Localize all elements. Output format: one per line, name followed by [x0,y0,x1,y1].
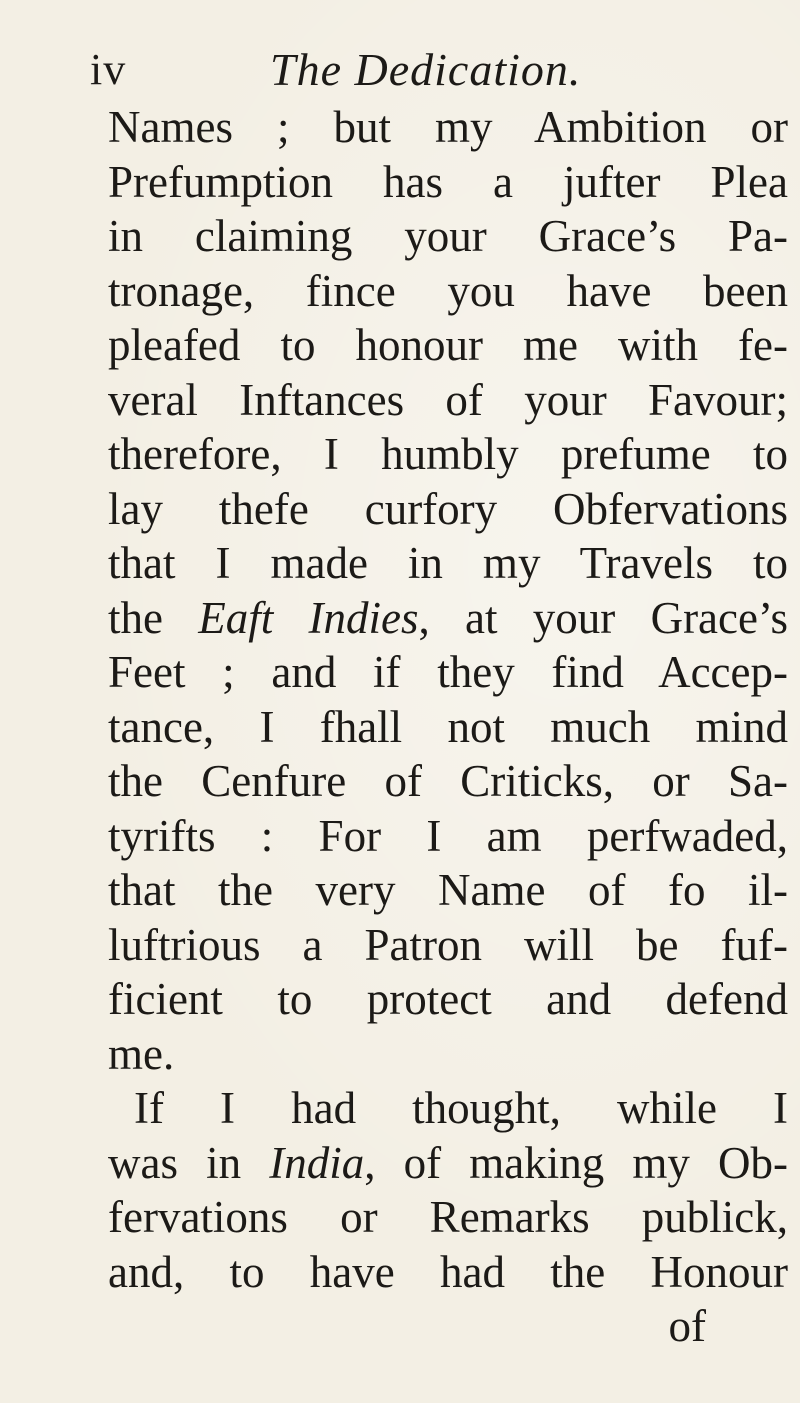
page-number: iv [90,45,127,94]
text-line [108,1245,788,1300]
text-line [108,591,788,646]
text-segment: fervations or Remarks publick, [108,1192,788,1242]
text-segment: therefore, I humbly prefume to [108,429,788,479]
text-segment: tronage, fince you have been [108,265,788,316]
text-line [108,373,788,428]
text-segment: lay thefe curfory Obfervations [108,483,788,534]
text-line [108,918,788,973]
text-segment: luftrious a Patron will be fuf- [108,919,788,970]
text-line [108,264,788,319]
text-segment: in claiming your Grace’s Pa- [108,211,788,261]
text-line [108,700,788,755]
text-segment: and, to have had the Honour [108,1246,788,1297]
text-segment: , at your Grace’s [418,592,788,643]
text-line [108,1081,788,1136]
text-segment: Names ; but my Ambition or [108,102,788,152]
italic-text: India [269,1137,365,1188]
text-segment: Feet ; and if they find Accep- [108,647,788,697]
text-segment: tance, I fhall not much mind [108,701,788,752]
text-segment: veral Inftances of your Favour; [108,374,788,425]
text-segment: that I made in my Travels to [108,538,788,588]
catchword: of [668,1301,706,1351]
body-text [108,100,788,1354]
text-segment: ficient to protect and defend [108,974,788,1024]
text-line [108,536,788,591]
text-line [108,482,788,537]
text-segment: was in [108,1137,270,1188]
text-line [108,209,788,264]
text-segment: that the very Name of fo il- [108,865,788,915]
text-line [108,972,788,1027]
text-segment: the Cenfure of Criticks, or Sa- [108,756,788,806]
running-head: The Dedication. [270,44,582,95]
text-line [108,645,788,700]
page-header [90,40,730,100]
text-line [108,427,788,482]
text-line [108,100,788,155]
text-segment: me. [108,1028,175,1079]
text-line [108,863,788,918]
italic-text: Eaft Indies [198,592,419,643]
text-segment: Prefumption has a jufter Plea [108,156,788,207]
text-line [108,1136,788,1191]
text-line [108,155,788,210]
text-line [108,1027,788,1082]
text-segment: tyrifts : For I am perfwaded, [108,810,788,861]
text-segment: , of making my Ob- [364,1137,788,1188]
text-line [108,318,788,373]
text-line [108,1190,788,1245]
text-segment: If I had thought, while I [134,1083,788,1133]
text-line [108,809,788,864]
text-line [108,754,788,809]
text-segment: pleafed to honour me with fe- [108,320,788,370]
text-segment: the [108,592,199,643]
